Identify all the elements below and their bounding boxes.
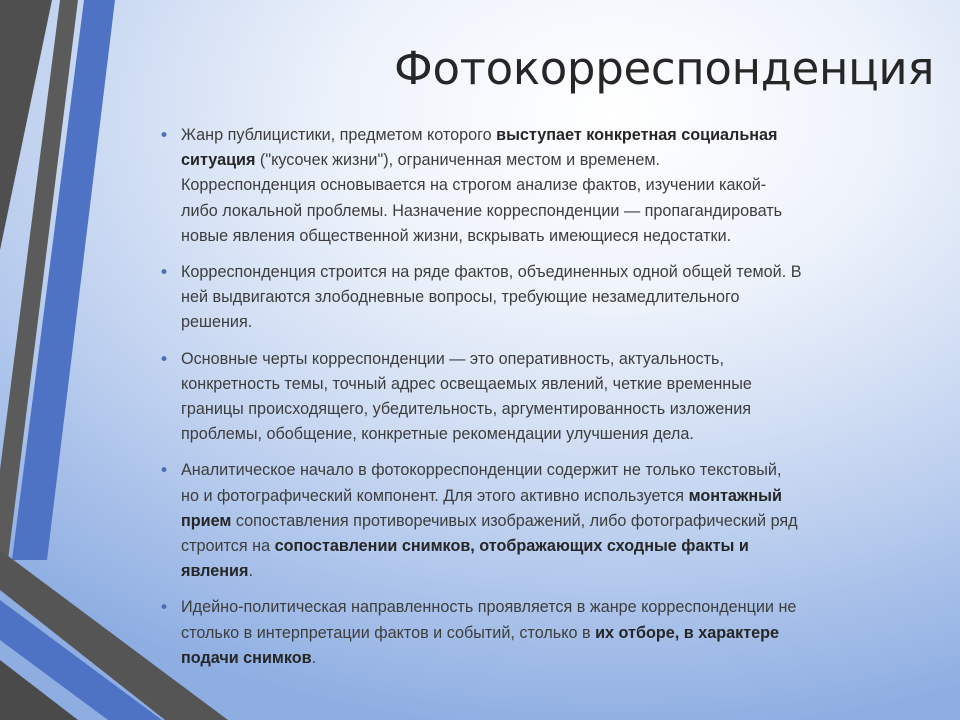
text-segment: строится на (181, 537, 275, 556)
bullet-dot-icon: • (159, 349, 170, 370)
bullet-item (158, 595, 930, 671)
text-segment: сопоставления противоречивых изображений, либо фотографический ряд (231, 511, 798, 530)
bold-text: ситуация (181, 151, 256, 170)
bullet-list (158, 123, 930, 682)
bullet-text-line (181, 595, 930, 620)
bullet-text-line (181, 224, 930, 249)
bold-text: прием (181, 511, 232, 530)
bullet-text-line (181, 621, 930, 646)
bold-text: сопоставлении снимков, отображающих сходные факты и (274, 537, 749, 556)
text-segment: . (248, 562, 253, 581)
bullet-text-line (181, 509, 930, 534)
bullet-dot-icon: • (159, 461, 170, 482)
bullet-text-line (181, 422, 930, 447)
text-segment: Основные черты корреспонденции — это оперативность, актуальность, (181, 349, 724, 368)
text-segment: Жанр публицистики, предметом которого (181, 126, 497, 144)
text-segment: решения. (181, 313, 253, 332)
text-segment: либо локальной проблемы. Назначение корреспонденции — пропагандировать (181, 201, 783, 220)
bullet-text-line (181, 285, 930, 310)
text-segment: Аналитическое начало в фотокорреспонденции содержит не только текстовый, (181, 461, 782, 480)
text-segment: границы происходящего, убедительность, аргументированность изложения (181, 400, 752, 419)
text-segment: Корреспонденция строится на ряде фактов, объединенных одной общей темой. В (181, 263, 802, 282)
text-segment: ней выдвигаются злободневные вопросы, требующие незамедлительного (181, 288, 740, 307)
text-segment: Корреспонденция основывается на строгом анализе фактов, изучении какой- (181, 176, 767, 195)
bullet-item (158, 260, 930, 336)
bold-text: выступает конкретная социальная (496, 126, 778, 144)
bullet-item (158, 458, 930, 584)
bullet-text-line (181, 534, 930, 559)
slide-title: Фотокорреспонденция (394, 42, 935, 95)
bold-text: явления (181, 562, 249, 581)
bullet-text-line (181, 199, 930, 224)
bullet-dot-icon: • (159, 126, 170, 146)
bullet-text-line (181, 458, 930, 483)
bullet-text-line (181, 123, 930, 148)
bullet-text-line (181, 347, 930, 372)
text-segment: новые явления общественной жизни, вскрывать имеющиеся недостатки. (181, 226, 732, 245)
text-segment: Идейно-политическая направленность проявляется в жанре корреспонденции не (181, 598, 797, 617)
text-segment: проблемы, обобщение, конкретные рекомендации улучшения дела. (181, 425, 694, 444)
bullet-text-line (181, 148, 930, 173)
bold-text: их отборе, в характере (595, 623, 780, 642)
text-segment: столько в интерпретации фактов и событий, столько в (181, 623, 596, 642)
bullet-text-line (181, 646, 930, 671)
bullet-text-line (181, 397, 930, 422)
bullet-item (158, 123, 930, 249)
bullet-text-line (181, 484, 930, 509)
text-segment: конкретность темы, точный адрес освещаемых явлений, четкие временные (181, 374, 752, 393)
bullet-item (158, 347, 930, 448)
text-segment: . (311, 648, 317, 667)
text-segment: ("кусочек жизни"), ограниченная местом и временем. (255, 151, 660, 170)
bullet-text-line (181, 173, 930, 198)
bullet-text-line (181, 372, 930, 397)
bullet-dot-icon: • (159, 263, 170, 284)
bullet-text-line (181, 260, 930, 285)
bullet-text-line (181, 559, 930, 584)
bullet-text-line (181, 310, 930, 335)
bold-text: подачи снимков (181, 648, 312, 667)
bold-text: монтажный (688, 486, 782, 505)
bullet-dot-icon: • (159, 598, 170, 619)
text-segment: но и фотографический компонент. Для этого активно используется (181, 486, 689, 505)
